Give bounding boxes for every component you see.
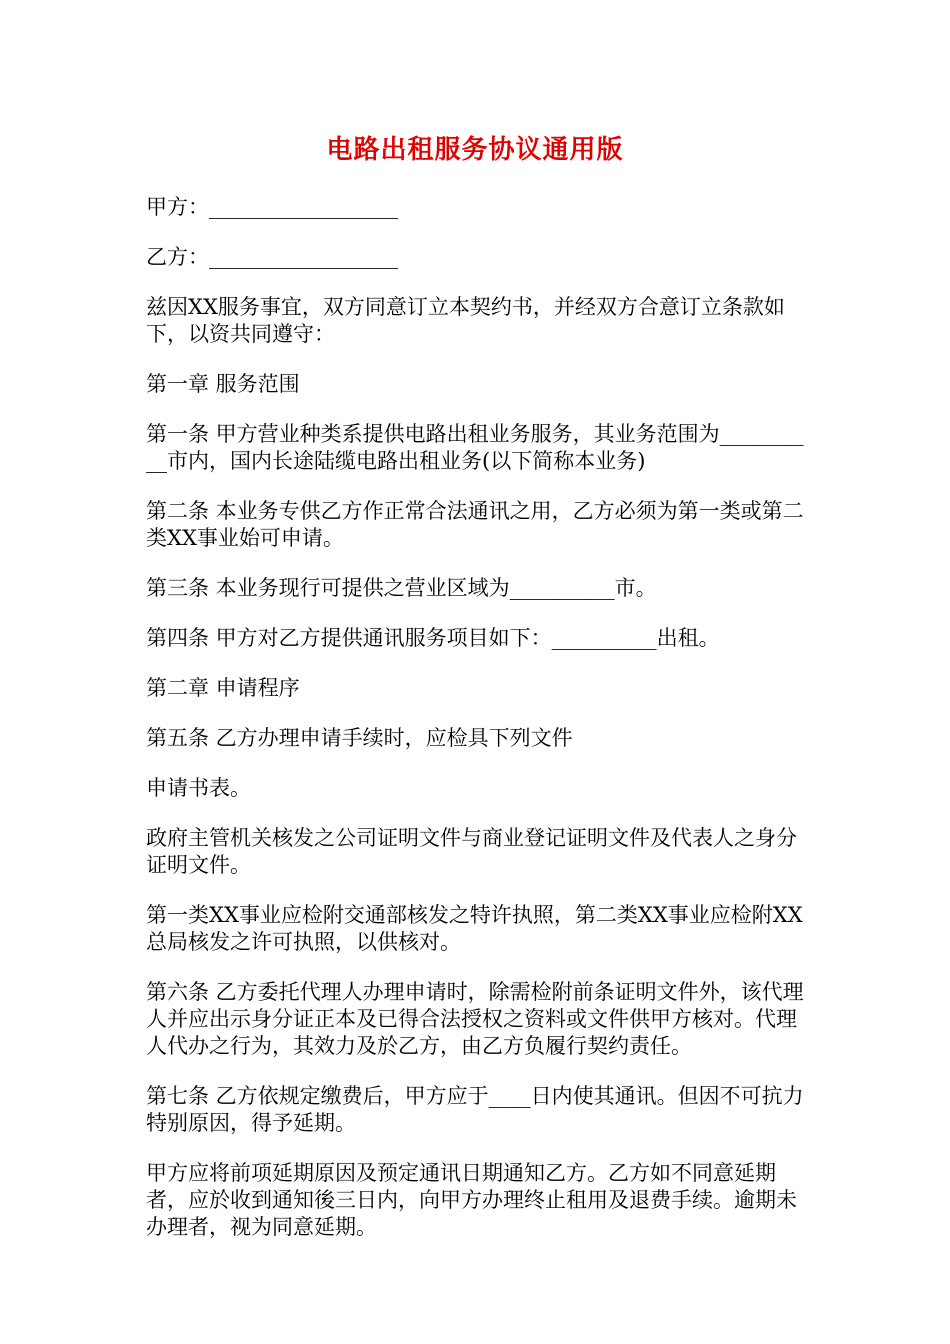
article-3: 第三条 本业务现行可提供之营业区域为__________市。	[146, 576, 657, 600]
chapter-2-heading: 第二章 申请程序	[146, 676, 300, 700]
article-2: 第二条 本业务专供乙方作正常合法通讯之用，乙方必须为第一类或第二类XX事业始可申请。	[146, 499, 804, 550]
article-7-clause-2: 甲方应将前项延期原因及预定通讯日期通知乙方。乙方如不同意延期者，应於收到通知後三日内，向甲方办理终止租用及退费手续。逾期未办理者，视为同意延期。	[146, 1161, 797, 1239]
party-a-line: 甲方：__________________	[146, 195, 398, 219]
chapter-1-heading: 第一章 服务范围	[146, 372, 300, 396]
article-6: 第六条 乙方委托代理人办理申请时，除需检附前条证明文件外，该代理人并应出示身分证正本及已得合法授权之资料或文件供甲方核对。代理人代办之行为，其效力及於乙方，由乙方负履行契约责任。	[146, 980, 804, 1058]
article-5-item-2: 政府主管机关核发之公司证明文件与商业登记证明文件及代表人之身分证明文件。	[146, 826, 797, 877]
document-body	[146, 194, 810, 1264]
article-4: 第四条 甲方对乙方提供通讯服务项目如下：__________出租。	[146, 626, 720, 650]
article-5: 第五条 乙方办理申请手续时，应检具下列文件	[146, 726, 573, 750]
article-1: 第一条 甲方营业种类系提供电路出租业务服务，其业务范围为__________市内，国内长途陆缆电路出租业务(以下简称本业务)	[146, 422, 804, 473]
preamble: 兹因XX服务事宜，双方同意订立本契约书，并经双方合意订立条款如下，以资共同遵守：	[146, 295, 785, 346]
article-7: 第七条 乙方依规定缴费后，甲方应于____日内使其通讯。但因不可抗力特别原因，得予延期。	[146, 1084, 804, 1135]
document-title: 电路出租服务协议通用版	[326, 135, 624, 165]
article-5-item-3: 第一类XX事业应检附交通部核发之特许执照，第二类XX事业应检附XX总局核发之许可执照，以供核对。	[146, 903, 803, 954]
party-b-line: 乙方：__________________	[146, 245, 398, 269]
article-5-item-1: 申请书表。	[146, 776, 251, 800]
